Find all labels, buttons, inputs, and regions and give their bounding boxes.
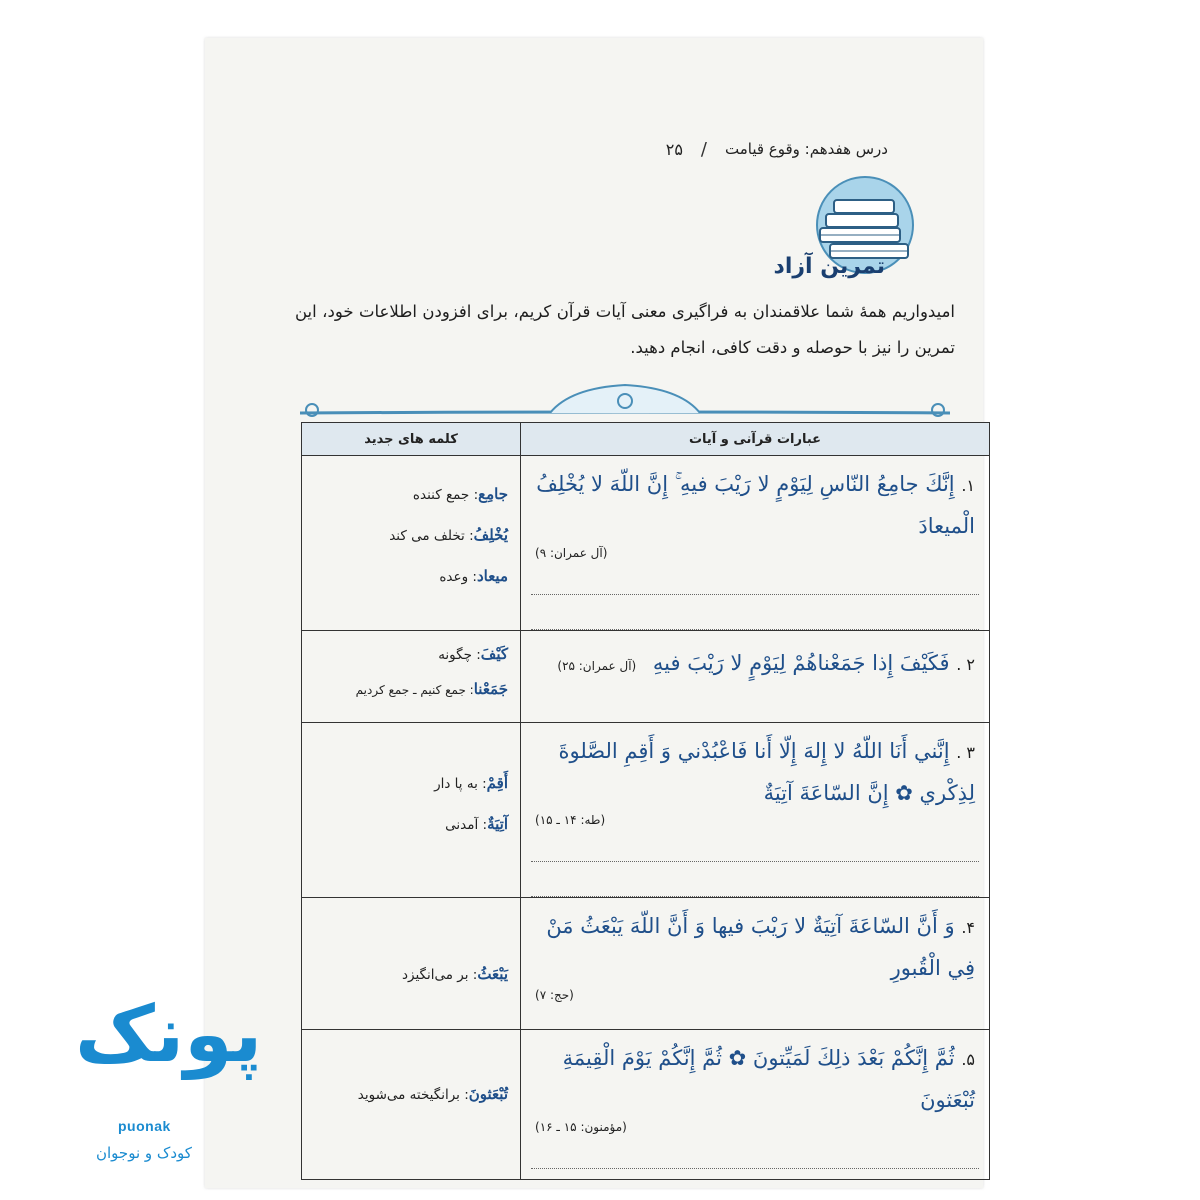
words-cell: [302, 456, 521, 631]
lesson-title: درس هفدهم: وقوع قیامت: [724, 140, 888, 158]
ayah-cell: [521, 1030, 990, 1180]
vocab-item: يَبْعَثُ: بر می‌انگیزد: [402, 965, 508, 983]
vocab-item: أَقِمْ: به پا دار: [434, 774, 508, 792]
ayah-body: ثُمَّ إِنَّكُمْ بَعْدَ ذلِكَ لَمَيِّتونَ ✿ ثُمَّ إِنَّكُمْ يَوْمَ الْقِيمَةِ تُبْعَثونَ: [562, 1046, 975, 1112]
ayah-number: ۱.: [961, 476, 975, 495]
answer-line[interactable]: [531, 560, 979, 595]
watermark-tagline: کودک و نوجوان: [96, 1144, 192, 1162]
ayah-reference: (حج: ۷): [535, 988, 574, 1002]
ayah-text: [521, 1030, 989, 1120]
words-cell: [302, 1030, 521, 1180]
table-row: [302, 898, 990, 1030]
header-ayat: عبارات قرآنی و آیات: [521, 423, 990, 456]
vocab-item: كَيْفَ: چگونه: [438, 645, 508, 663]
ayah-text: [521, 898, 989, 988]
vocab-item: میعاد: وعده: [439, 567, 508, 585]
ayah-cell: [521, 723, 990, 898]
table-row: [302, 631, 990, 723]
ayah-body: إِنَّني أَنَا اللّهُ لا إِلهَ إِلّا أَنا فَاعْبُدْني وَ أَقِمِ الصَّلوةَ لِذِكْري ✿ إِنَّ السّاعَةَ آتِيَةٌ: [558, 739, 975, 805]
answer-line[interactable]: [531, 595, 979, 630]
watermark-logo: پونک: [75, 990, 263, 1080]
ayah-number: ۴.: [961, 918, 975, 937]
watermark-latin: puonak: [118, 1118, 171, 1134]
ayah-reference: (مؤمنون: ۱۵ ـ ۱۶): [535, 1120, 627, 1134]
words-cell: [302, 631, 521, 723]
ayah-body: وَ أَنَّ السّاعَةَ آتِيَةٌ لا رَيْبَ فيها وَ أَنَّ اللّهَ يَبْعَثُ مَنْ فِي الْقُبورِ: [546, 914, 975, 980]
ayah-number: ۳ .: [956, 743, 975, 762]
intro-paragraph: امیدواریم همهٔ شما علاقمندان به فراگیری معنی آیات قرآن کریم، برای افزودن اطلاعات خود، این تمرین را نیز با حوصله و دقت کافی، انجام دهید.: [295, 302, 955, 357]
vocab-item: آتِيَةٌ: آمدنی: [445, 815, 508, 833]
table-row: [302, 723, 990, 898]
ayah-body: فَكَيْفَ إِذا جَمَعْناهُمْ لِيَوْمٍ لا رَيْبَ فيهِ: [652, 651, 950, 675]
vocab-item: تُبْعَثونَ: برانگیخته می‌شوید: [357, 1085, 508, 1103]
ayah-text: [521, 723, 989, 813]
ayah-reference: (آل عمران: ۹): [535, 546, 608, 560]
page-number: ۲۵: [665, 139, 683, 159]
header-words: کلمه های جدید: [302, 423, 521, 456]
ayah-number: ۲ .: [956, 655, 975, 674]
ayah-cell: [521, 456, 990, 631]
ayah-reference: (آل عمران: ۲۵): [557, 659, 637, 673]
ayah-text: [521, 631, 989, 686]
answer-line[interactable]: [531, 862, 979, 897]
table-row: [302, 1030, 990, 1180]
ayah-body: إِنَّكَ جامِعُ النّاسِ لِيَوْمٍ لا رَيْبَ فيهِ ۚ إِنَّ اللّهَ لا يُخْلِفُ الْميعادَ: [536, 472, 975, 538]
words-cell: [302, 898, 521, 1030]
exercise-table: [301, 422, 990, 1180]
ayah-number: ۵.: [961, 1050, 975, 1069]
ayah-reference: (طه: ۱۴ ـ ۱۵): [535, 813, 606, 827]
book-page: [205, 38, 983, 1188]
words-cell: [302, 723, 521, 898]
answer-line[interactable]: [531, 1134, 979, 1169]
ayah-cell: [521, 898, 990, 1030]
ayah-text: [521, 456, 989, 546]
vocab-item: جامِع: جمع کننده: [412, 485, 508, 503]
page-header: [265, 134, 888, 164]
ayah-cell: [521, 631, 990, 723]
section-title: تمرین آزاد: [773, 254, 885, 279]
header-separator: /: [700, 138, 707, 160]
table-row: [302, 456, 990, 631]
vocab-item: جَمَعْنا: جمع کنیم ـ جمع کردیم: [355, 680, 508, 698]
answer-line[interactable]: [531, 827, 979, 862]
vocab-item: يُخْلِفُ: تخلف می کند: [389, 526, 508, 544]
